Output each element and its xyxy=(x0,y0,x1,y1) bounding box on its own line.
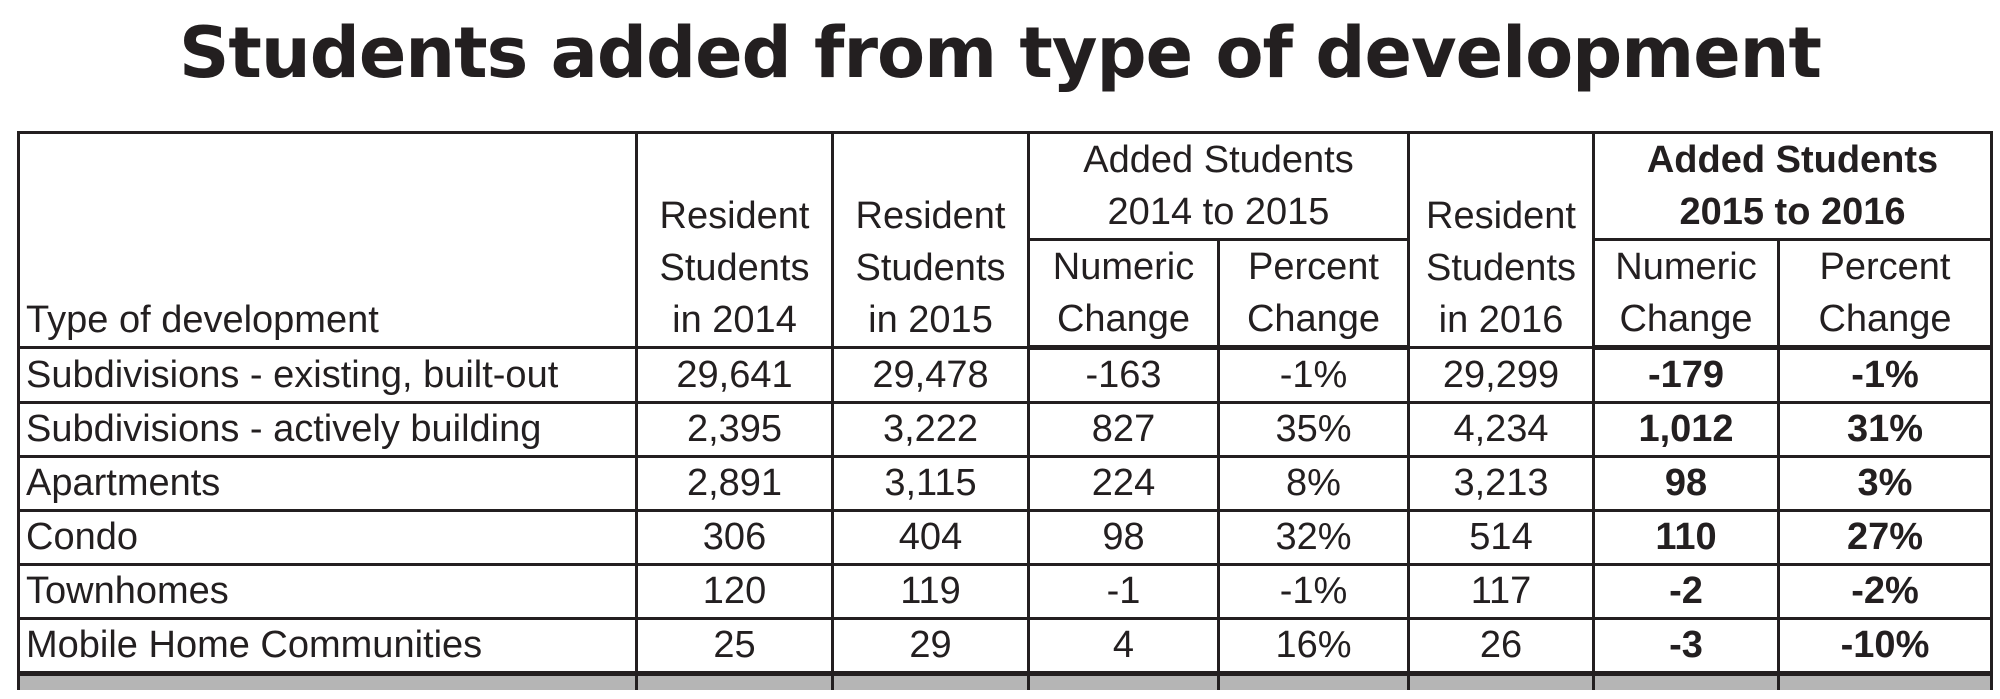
header-resident-2015: Resident Students in 2015 xyxy=(833,133,1029,348)
cell-type-of-development: Apartments xyxy=(19,457,637,511)
header-numeric-change-1516: Numeric Change xyxy=(1594,240,1779,348)
cell-percent-change-1415: 32% xyxy=(1219,511,1409,565)
cell-numeric-change-1415: -163 xyxy=(1029,348,1219,403)
table-row xyxy=(19,565,1992,619)
cell-resident-2016: 3,213 xyxy=(1409,457,1594,511)
table-body xyxy=(19,348,1992,691)
header-resident-2016: Resident Students in 2016 xyxy=(1409,133,1594,348)
footer-cell xyxy=(637,674,833,691)
cell-resident-2015: 29,478 xyxy=(833,348,1029,403)
footer-cell xyxy=(1029,674,1219,691)
cell-percent-change-1415: -1% xyxy=(1219,348,1409,403)
header-percent-change-1516: Percent Change xyxy=(1779,240,1992,348)
footer-cell xyxy=(1594,674,1779,691)
cell-resident-2014: 120 xyxy=(637,565,833,619)
cell-type-of-development: Subdivisions - actively building xyxy=(19,403,637,457)
cell-type-of-development: Mobile Home Communities xyxy=(19,619,637,674)
table-row xyxy=(19,348,1992,403)
cell-percent-change-1516: 27% xyxy=(1779,511,1992,565)
footer-cell xyxy=(833,674,1029,691)
table-row xyxy=(19,403,1992,457)
cell-resident-2015: 404 xyxy=(833,511,1029,565)
header-added-2014-2015: Added Students 2014 to 2015 xyxy=(1029,133,1409,240)
cell-numeric-change-1415: 98 xyxy=(1029,511,1219,565)
cell-resident-2016: 29,299 xyxy=(1409,348,1594,403)
cell-numeric-change-1415: 224 xyxy=(1029,457,1219,511)
cell-numeric-change-1516: 110 xyxy=(1594,511,1779,565)
cell-percent-change-1516: -1% xyxy=(1779,348,1992,403)
cell-numeric-change-1415: 4 xyxy=(1029,619,1219,674)
cell-numeric-change-1415: -1 xyxy=(1029,565,1219,619)
cell-percent-change-1415: 8% xyxy=(1219,457,1409,511)
cell-percent-change-1516: 3% xyxy=(1779,457,1992,511)
cell-percent-change-1516: -2% xyxy=(1779,565,1992,619)
cell-percent-change-1415: -1% xyxy=(1219,565,1409,619)
cell-resident-2016: 26 xyxy=(1409,619,1594,674)
cell-resident-2014: 29,641 xyxy=(637,348,833,403)
header-resident-2014: Resident Students in 2014 xyxy=(637,133,833,348)
cell-resident-2015: 3,115 xyxy=(833,457,1029,511)
cell-resident-2016: 514 xyxy=(1409,511,1594,565)
cell-numeric-change-1516: -2 xyxy=(1594,565,1779,619)
table-row xyxy=(19,511,1992,565)
cell-resident-2016: 4,234 xyxy=(1409,403,1594,457)
footer-cell xyxy=(19,674,637,691)
cell-percent-change-1516: -10% xyxy=(1779,619,1992,674)
table-row xyxy=(19,619,1992,674)
chart-title: Students added from type of development xyxy=(179,12,1821,94)
cell-numeric-change-1516: 1,012 xyxy=(1594,403,1779,457)
cell-resident-2016: 117 xyxy=(1409,565,1594,619)
cell-type-of-development: Condo xyxy=(19,511,637,565)
cell-numeric-change-1415: 827 xyxy=(1029,403,1219,457)
cell-numeric-change-1516: -3 xyxy=(1594,619,1779,674)
footer-cell xyxy=(1219,674,1409,691)
cell-numeric-change-1516: 98 xyxy=(1594,457,1779,511)
cell-percent-change-1415: 35% xyxy=(1219,403,1409,457)
cell-resident-2014: 2,891 xyxy=(637,457,833,511)
table-footer-band xyxy=(19,674,1992,691)
cell-resident-2015: 29 xyxy=(833,619,1029,674)
footer-cell xyxy=(1779,674,1992,691)
header-added-2015-2016: Added Students 2015 to 2016 xyxy=(1594,133,1992,240)
header-type: Type of development xyxy=(19,133,637,348)
header-percent-change-1415: Percent Change xyxy=(1219,240,1409,348)
footer-cell xyxy=(1409,674,1594,691)
cell-resident-2015: 3,222 xyxy=(833,403,1029,457)
table-row xyxy=(19,457,1992,511)
cell-percent-change-1415: 16% xyxy=(1219,619,1409,674)
header-numeric-change-1415: Numeric Change xyxy=(1029,240,1219,348)
cell-resident-2014: 306 xyxy=(637,511,833,565)
cell-resident-2014: 2,395 xyxy=(637,403,833,457)
cell-resident-2014: 25 xyxy=(637,619,833,674)
development-table xyxy=(17,131,1993,690)
cell-type-of-development: Subdivisions - existing, built-out xyxy=(19,348,637,403)
cell-numeric-change-1516: -179 xyxy=(1594,348,1779,403)
cell-resident-2015: 119 xyxy=(833,565,1029,619)
cell-percent-change-1516: 31% xyxy=(1779,403,1992,457)
cell-type-of-development: Townhomes xyxy=(19,565,637,619)
